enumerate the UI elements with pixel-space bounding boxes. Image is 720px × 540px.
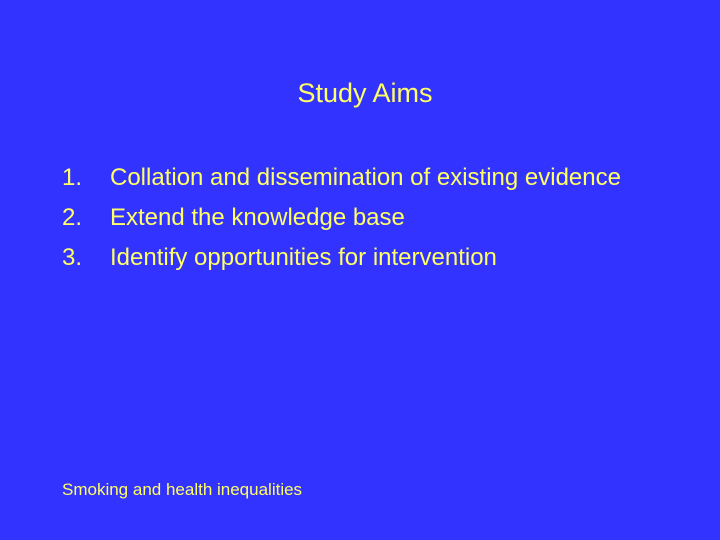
slide-footer: Smoking and health inequalities <box>62 480 303 499</box>
list-item <box>62 201 662 235</box>
list-item-number: 3. <box>62 244 83 271</box>
list-item-text: Identify opportunities for intervention <box>110 244 497 271</box>
list-item-number: 2. <box>62 204 83 231</box>
aims-list <box>62 161 662 281</box>
list-item-text: Extend the knowledge base <box>110 204 405 231</box>
list-item <box>62 161 662 195</box>
list-item-text: Collation and dissemination of existing evidence <box>110 164 621 191</box>
list-item <box>62 241 662 275</box>
slide-title: Study Aims <box>297 78 433 108</box>
list-item-number: 1. <box>62 164 83 191</box>
